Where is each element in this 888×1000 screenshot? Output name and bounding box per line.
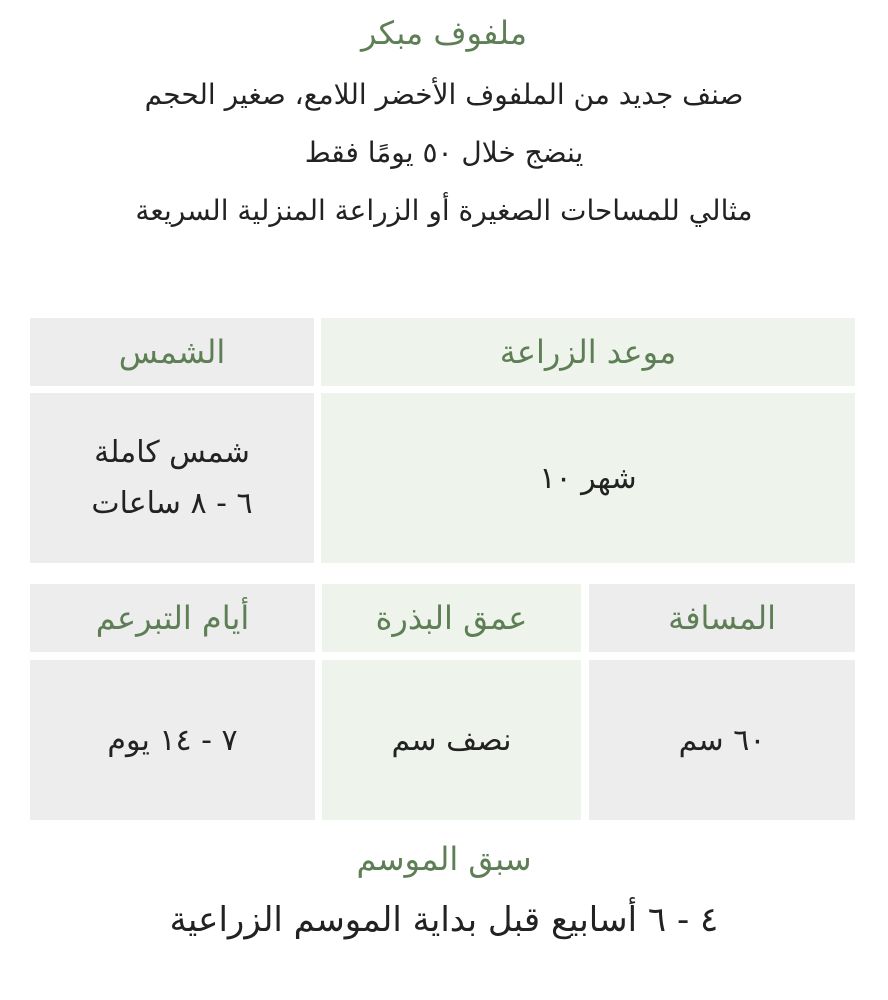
sun-value <box>30 393 314 563</box>
sun-header: الشمس <box>30 318 314 386</box>
description-line-1: صنف جديد من الملفوف الأخضر اللامع، صغير الحجم <box>144 78 744 111</box>
sun-value-line-1: شمس كاملة <box>94 435 250 470</box>
spacing-value: ٦٠ سم <box>589 660 855 820</box>
description-line-2: ينضج خلال ٥٠ يومًا فقط <box>304 136 584 169</box>
product-title: ملفوف مبكر <box>361 14 527 52</box>
planting-time-header: موعد الزراعة <box>321 318 855 386</box>
seed-depth-header: عمق البذرة <box>322 584 581 652</box>
germination-days-value: ٧ - ١٤ يوم <box>30 660 315 820</box>
season-advance-value: ٤ - ٦ أسابيع قبل بداية الموسم الزراعية <box>169 900 719 940</box>
seed-depth-value: نصف سم <box>322 660 581 820</box>
description-line-3: مثالي للمساحات الصغيرة أو الزراعة المنزلية السريعة <box>135 194 753 227</box>
season-advance-title: سبق الموسم <box>356 840 532 878</box>
spacing-header: المسافة <box>589 584 855 652</box>
germination-days-header: أيام التبرعم <box>30 584 315 652</box>
planting-time-value: شهر ١٠ <box>321 393 855 563</box>
sun-value-line-2: ٦ - ٨ ساعات <box>91 486 253 521</box>
